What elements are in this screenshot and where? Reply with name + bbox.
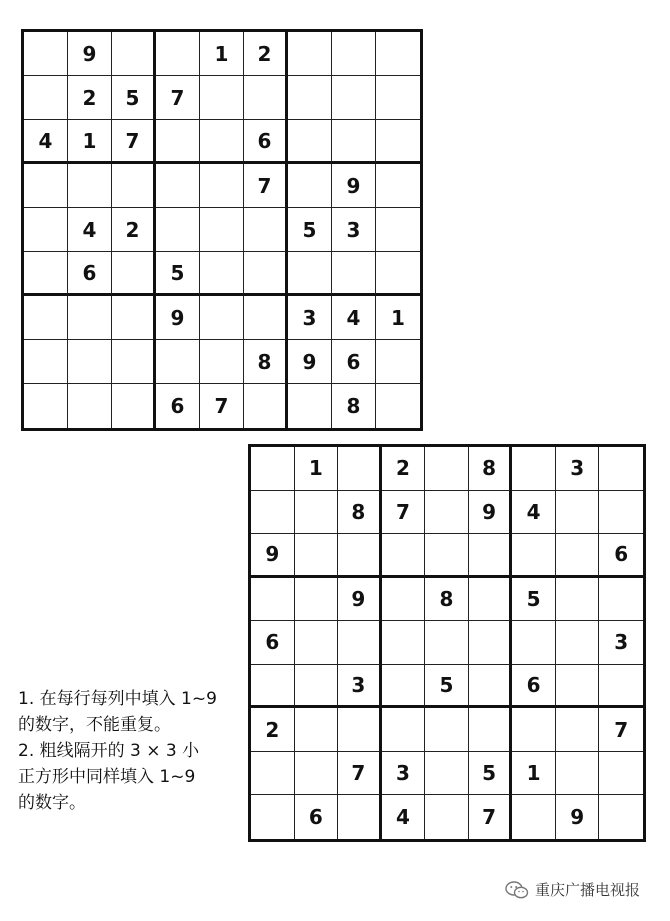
sudoku-cell [200, 340, 244, 384]
sudoku-cell: 5 [288, 208, 332, 252]
sudoku-cell [288, 76, 332, 120]
sudoku-cell: 7 [599, 708, 643, 752]
sudoku-cell [251, 491, 295, 535]
sudoku-cell [24, 208, 68, 252]
sudoku-cell [332, 120, 376, 164]
sudoku-cell [156, 164, 200, 208]
sudoku-cell: 2 [244, 32, 288, 76]
watermark-text: 重庆广播电视报 [535, 881, 641, 899]
sudoku-cell: 3 [556, 447, 600, 491]
sudoku-cell: 6 [251, 621, 295, 665]
sudoku-cell: 6 [295, 795, 339, 839]
sudoku-board-1 [21, 29, 423, 431]
sudoku-cell [112, 32, 156, 76]
sudoku-cell [295, 708, 339, 752]
sudoku-cell [338, 708, 382, 752]
sudoku-cell: 9 [68, 32, 112, 76]
rules-line-1: 1. 在每行每列中填入 1~9 [18, 689, 217, 709]
sudoku-cell [512, 534, 556, 578]
sudoku-cell [512, 795, 556, 839]
sudoku-cell [112, 296, 156, 340]
sudoku-cell: 5 [469, 752, 513, 796]
sudoku-cell [338, 534, 382, 578]
sudoku-cell [200, 76, 244, 120]
sudoku-cell: 1 [68, 120, 112, 164]
sudoku-cell [556, 534, 600, 578]
sudoku-cell: 7 [200, 384, 244, 428]
sudoku-cell [24, 384, 68, 428]
sudoku-cell [24, 32, 68, 76]
sudoku-cell [112, 384, 156, 428]
sudoku-cell: 4 [382, 795, 426, 839]
sudoku-cell: 6 [68, 252, 112, 296]
sudoku-cell [295, 578, 339, 622]
sudoku-cell: 4 [512, 491, 556, 535]
sudoku-cell [68, 384, 112, 428]
sudoku-cell: 8 [425, 578, 469, 622]
sudoku-cell: 2 [251, 708, 295, 752]
sudoku-cell [599, 795, 643, 839]
sudoku-cell: 5 [512, 578, 556, 622]
sudoku-cell [288, 32, 332, 76]
sudoku-cell: 3 [382, 752, 426, 796]
sudoku-cell [295, 534, 339, 578]
sudoku-cell [251, 665, 295, 709]
sudoku-cell [512, 447, 556, 491]
sudoku-cell [156, 340, 200, 384]
sudoku-cell [251, 752, 295, 796]
sudoku-cell [156, 32, 200, 76]
sudoku-cell [244, 384, 288, 428]
sudoku-cell [376, 76, 420, 120]
sudoku-cell [599, 752, 643, 796]
sudoku-cell [24, 252, 68, 296]
sudoku-cell [425, 752, 469, 796]
sudoku-cell [295, 491, 339, 535]
sudoku-cell: 7 [338, 752, 382, 796]
sudoku-cell: 7 [244, 164, 288, 208]
sudoku-cell: 7 [382, 491, 426, 535]
sudoku-cell: 7 [112, 120, 156, 164]
sudoku-cell [599, 578, 643, 622]
rules-line-2: 的数字，不能重复。 [18, 715, 171, 735]
sudoku-cell [556, 621, 600, 665]
sudoku-cell [200, 252, 244, 296]
sudoku-cell [251, 447, 295, 491]
sudoku-cell [24, 76, 68, 120]
sudoku-cell [288, 164, 332, 208]
sudoku-cell [469, 621, 513, 665]
rules-line-4: 正方形中同样填入 1~9 [18, 767, 196, 787]
sudoku-board-2 [248, 444, 646, 842]
sudoku-cell [469, 708, 513, 752]
sudoku-cell [251, 795, 295, 839]
sudoku-cell [244, 296, 288, 340]
sudoku-cell [24, 340, 68, 384]
sudoku-cell [338, 795, 382, 839]
sudoku-cell [244, 208, 288, 252]
sudoku-cell: 3 [338, 665, 382, 709]
sudoku-cell [288, 252, 332, 296]
sudoku-cell: 2 [68, 76, 112, 120]
sudoku-cell [376, 252, 420, 296]
sudoku-cell [295, 665, 339, 709]
sudoku-cell [425, 708, 469, 752]
sudoku-cell [200, 120, 244, 164]
sudoku-cell: 7 [156, 76, 200, 120]
sudoku-cell: 9 [332, 164, 376, 208]
sudoku-cell [425, 447, 469, 491]
sudoku-cell: 3 [332, 208, 376, 252]
sudoku-cell [200, 208, 244, 252]
sudoku-cell [376, 164, 420, 208]
sudoku-cell [382, 578, 426, 622]
sudoku-cell [425, 491, 469, 535]
sudoku-cell [244, 252, 288, 296]
sudoku-cell [112, 164, 156, 208]
sudoku-cell: 5 [112, 76, 156, 120]
sudoku-cell [332, 76, 376, 120]
sudoku-cell [295, 621, 339, 665]
sudoku-cell [425, 795, 469, 839]
sudoku-cell: 9 [338, 578, 382, 622]
sudoku-cell: 8 [338, 491, 382, 535]
sudoku-cell: 9 [556, 795, 600, 839]
sudoku-cell [288, 384, 332, 428]
sudoku-cell [338, 621, 382, 665]
sudoku-cell: 4 [24, 120, 68, 164]
sudoku-cell [24, 296, 68, 340]
sudoku-cell: 1 [512, 752, 556, 796]
sudoku-cell [599, 447, 643, 491]
sudoku-cell: 6 [332, 340, 376, 384]
sudoku-cell [376, 340, 420, 384]
sudoku-cell: 3 [288, 296, 332, 340]
rules-line-3: 2. 粗线隔开的 3 × 3 小 [18, 741, 200, 761]
sudoku-cell [332, 252, 376, 296]
sudoku-cell [512, 708, 556, 752]
sudoku-cell: 1 [295, 447, 339, 491]
sudoku-cell: 4 [68, 208, 112, 252]
wechat-icon [505, 881, 529, 899]
sudoku-cell [469, 665, 513, 709]
sudoku-cell: 9 [469, 491, 513, 535]
sudoku-cell [156, 208, 200, 252]
sudoku-cell [376, 384, 420, 428]
sudoku-cell: 9 [251, 534, 295, 578]
sudoku-cell [332, 32, 376, 76]
sudoku-cell: 8 [244, 340, 288, 384]
sudoku-cell: 8 [469, 447, 513, 491]
sudoku-cell [376, 32, 420, 76]
sudoku-cell [382, 665, 426, 709]
sudoku-cell [156, 120, 200, 164]
sudoku-cell [512, 621, 556, 665]
sudoku-cell [244, 76, 288, 120]
rules-line-5: 的数字。 [18, 793, 86, 813]
sudoku-cell: 9 [288, 340, 332, 384]
sudoku-cell: 5 [156, 252, 200, 296]
sudoku-cell: 6 [599, 534, 643, 578]
watermark [505, 879, 640, 900]
sudoku-cell [382, 621, 426, 665]
sudoku-cell: 8 [332, 384, 376, 428]
sudoku-cell: 4 [332, 296, 376, 340]
sudoku-cell: 9 [156, 296, 200, 340]
sudoku-cell [112, 252, 156, 296]
sudoku-cell [251, 578, 295, 622]
sudoku-cell [599, 665, 643, 709]
sudoku-cell [200, 164, 244, 208]
sudoku-cell [338, 447, 382, 491]
sudoku-cell [200, 296, 244, 340]
sudoku-cell: 1 [200, 32, 244, 76]
sudoku-cell: 2 [382, 447, 426, 491]
sudoku-cell: 1 [376, 296, 420, 340]
sudoku-cell [295, 752, 339, 796]
sudoku-cell [556, 665, 600, 709]
sudoku-cell [24, 164, 68, 208]
rules-text [18, 686, 248, 816]
sudoku-cell [425, 534, 469, 578]
sudoku-cell [288, 120, 332, 164]
sudoku-cell [68, 296, 112, 340]
sudoku-cell: 3 [599, 621, 643, 665]
sudoku-cell [68, 340, 112, 384]
sudoku-cell [376, 208, 420, 252]
sudoku-cell: 6 [512, 665, 556, 709]
sudoku-cell [425, 621, 469, 665]
sudoku-cell [382, 708, 426, 752]
sudoku-cell [556, 752, 600, 796]
sudoku-cell [556, 491, 600, 535]
sudoku-cell [469, 578, 513, 622]
sudoku-cell [599, 491, 643, 535]
sudoku-cell [382, 534, 426, 578]
sudoku-cell: 7 [469, 795, 513, 839]
sudoku-cell [556, 708, 600, 752]
sudoku-cell: 6 [244, 120, 288, 164]
sudoku-cell [68, 164, 112, 208]
sudoku-cell [376, 120, 420, 164]
sudoku-cell: 6 [156, 384, 200, 428]
sudoku-cell: 2 [112, 208, 156, 252]
sudoku-cell [469, 534, 513, 578]
sudoku-cell: 5 [425, 665, 469, 709]
sudoku-cell [112, 340, 156, 384]
sudoku-cell [556, 578, 600, 622]
